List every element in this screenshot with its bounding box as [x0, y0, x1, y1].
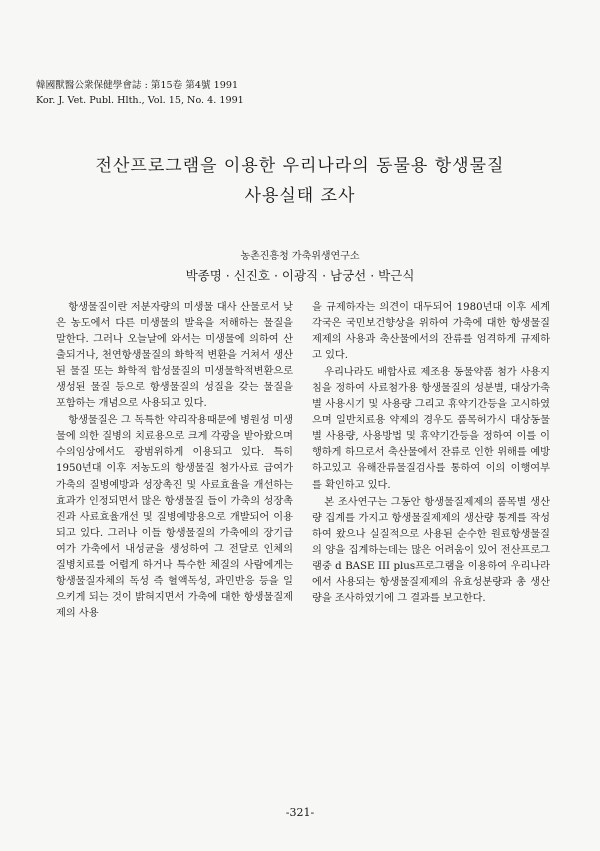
journal-header: [36, 78, 244, 108]
journal-line-korean: 韓國獸醫公衆保健學會誌 : 第15卷 第4號 1991: [36, 80, 239, 91]
paragraph: 우리나라도 배합사료 제조용 동물약품 첨가 사용지침을 정하여 사료첨가용 항생물질의 성분별, 대상가축별 사용시기 및 사용량 그리고 휴약기간등을 고시하였으며 일반치료용 약제의 경우도 품목허가시 대상동물별 사용량, 사용방법 및 휴약기간등을 정하여 이를 이행하게 하므로서 축산물에서 잔류로 인한 위해를 예방하고있고 유해잔류물질검사를 통하여 이의 이행여부를 확인하고 있다.: [312, 367, 550, 491]
paper-title-line-2: 사용실태 조사: [244, 186, 356, 206]
journal-line-english: Kor. J. Vet. Publ. Hlth., Vol. 15, No. 4. 1991: [36, 95, 244, 106]
left-column: [56, 300, 293, 622]
paragraph: 본 조사연구는 그동안 항생물질제제의 품목별 생산량 집계를 가지고 항생물질제제의 생산량 통계를 작성하여 왔으나 실질적으로 사용된 순수한 원료항생물질의 양을 집계하는데는 많은 어려움이 있어 전산프로그램중 d BASE III plus프로그램을 이용하여 우리나라에서 사용되는 항생물질제제의 유효성분량과 총 생산량을 조사하였기에 그 결과를 보고한다.: [312, 496, 550, 604]
affiliation: 농촌진흥청 가축위생연구소: [240, 251, 360, 262]
page-number: -321-: [285, 806, 315, 819]
paragraph: 항생물질은 그 독특한 약리작용때문에 병원성 미생물에 의한 질병의 치료용으로 크게 각광을 받아왔으며 수의임상에서도 광범위하게 이용되고 있다. 특히 1950년대 이후 저농도의 항생물질 첨가사료 급여가 가축의 질병예방과 성장촉진 및 사료효율을 개선하는 효과가 인정되면서 많은 항생물질 들이 가축의 성장촉진과 사료효율개선 및 질병예방용으로 개발되어 이용되고 있다. 그러나 이들 항생물질의 가축에의 장기급여가 가축에서 내성균을 생성하여 그 전달로 인체의 질병치료를 어렵게 하거나 특수한 체질의 사람에게는 항생물질자체의 독성 즉 혈액독성, 과민반응 등을 일으키게 되는 것이 밝혀지면서 가축에 대한 항생물질제제의 사용: [56, 415, 293, 619]
paragraph: 을 규제하자는 의견이 대두되어 1980년대 이후 세계각국은 국민보건향상을 위하여 가축에 대한 항생물질 제제의 사용과 축산물에서의 잔류를 엄격하게 규제하고 있다.: [312, 302, 550, 362]
paper-title-line-1: 전산프로그램을 이용한 우리나라의 동물용 항생물질: [95, 156, 505, 176]
right-column: [312, 300, 550, 607]
paragraph: 항생물질이란 저분자량의 미생물 대사 산물로서 낮은 농도에서 다른 미생물의 발육을 저해하는 물질을 말한다. 그러나 오늘날에 와서는 미생물에 의하여 산출되거나, 천연항생물질의 화학적 변환을 거쳐서 생산된 물질 또는 화학적 합성물질의 미생물학적변환으로 생성된 물질 등으로 항생물질의 성질을 갖는 물질을 포함하는 개념으로 사용되고 있다.: [56, 302, 293, 410]
author-list: 박종명 · 신진호 · 이광직 · 남궁선 · 박근식: [185, 268, 415, 283]
